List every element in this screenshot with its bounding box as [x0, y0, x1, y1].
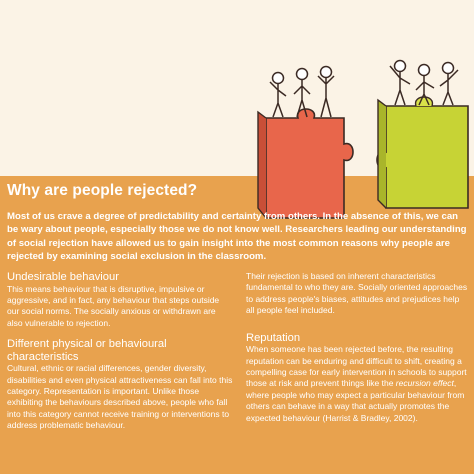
section-body-undesirable: This means behaviour that is disruptive, impulsive or aggressive, and in fact, any behaviour that steps outside our social norms. The socially anxious or withdrawn are also vulnerable to rejection.: [7, 283, 220, 328]
reputation-text-end: , where people who may expect a particular behaviour from others can behave in a way that actually promotes the expected behaviour (Harrist & Bradley, 2002).: [246, 378, 465, 423]
page-title: Why are people rejected?: [7, 182, 198, 199]
right-column: [246, 271, 468, 430]
section-title-undesirable: Undesirable behaviour: [7, 271, 119, 283]
section-body-reputation: [246, 344, 468, 424]
puzzle-teamwork-illustration: [248, 48, 474, 228]
reputation-text-start: When someone has been rejected before, the resulting reputation can be enduring and difficult to shift, creating a compelling case for early intervention in schools to support those at risk and prevent things like the: [246, 344, 467, 389]
section-title-different: Different physical or behavioural characteristics: [7, 338, 167, 363]
green-puzzle-piece-icon: [377, 106, 468, 208]
recursion-effect-term: recursion effect: [395, 378, 454, 389]
section-body-inherent: Their rejection is based on inherent characteristics fundamental to who they are. Socially oriented approaches to address people's biases, attitudes and prejudices help all people feel included.: [246, 271, 468, 316]
section-body-different: Cultural, ethnic or racial differences, gender diversity, disabilities and even physical attractiveness can fall into this category. Representation is important. Unlike those exhibiting the behaviours described above, people who fall into this category cannot receive training or interventions to address problematic behaviour.: [7, 363, 233, 431]
red-puzzle-piece-icon: [266, 109, 353, 218]
section-title-reputation: Reputation: [246, 331, 301, 344]
left-column: [7, 271, 233, 438]
intro-paragraph: Most of us crave a degree of predictability and certainty from others. In the absence of this, we can be wary about people, especially those we do not know well. Researchers leading our understanding of social rejection have allowed us to gain insight into the most common reasons why people are rejected by examining social exclusion in the classroom.: [7, 211, 467, 263]
